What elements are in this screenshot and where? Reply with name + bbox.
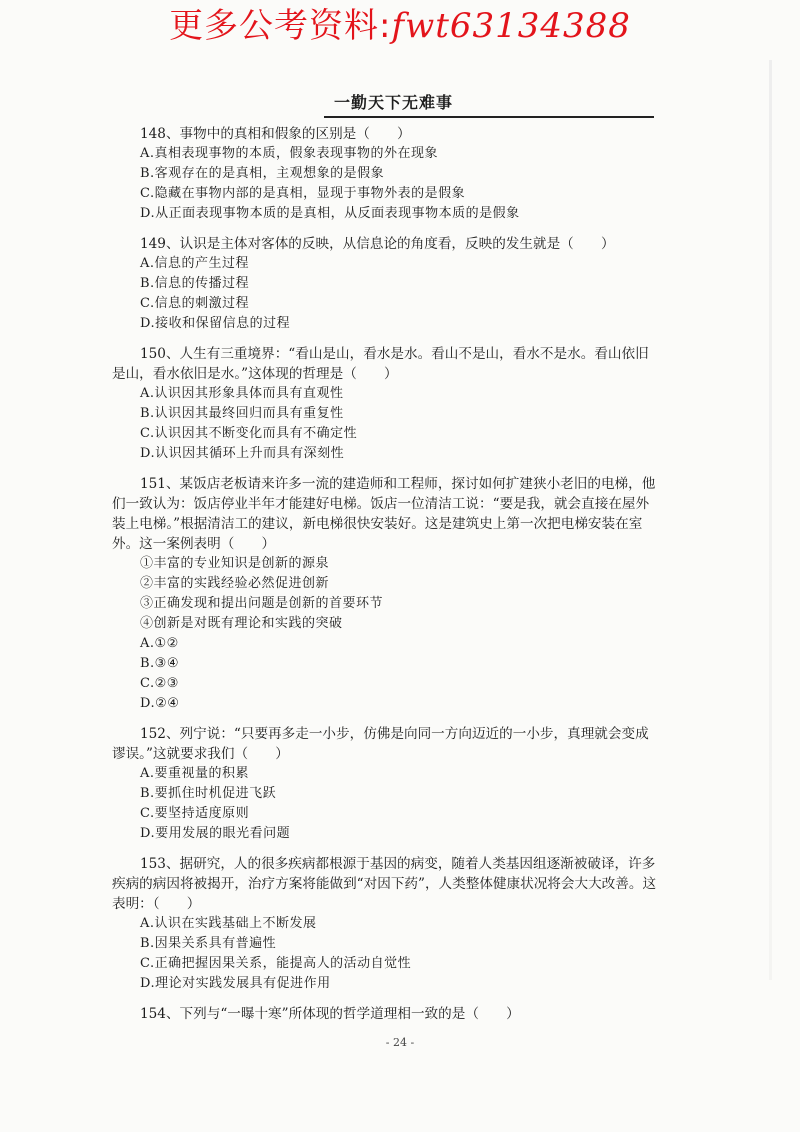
answer-option: A.认识因其形象具体而具有直观性 [140,386,344,401]
answer-option: ③正确发现和提出问题是创新的首要环节 [140,596,384,611]
question-block [112,854,660,994]
question-stem: 148、事物中的真相和假象的区别是（ ） [140,126,411,142]
question-list [112,124,660,1034]
answer-option: A.认识在实践基础上不断发展 [140,916,317,931]
answer-option: B.③④ [140,656,179,671]
question-stem: 151、某饭店老板请来许多一流的建造师和工程师，探讨如何扩建狭小老旧的电梯，他们一致认为：饭店停业半年才能建好电梯。饭店一位清洁工说：“要是我，就会直接在屋外装上电梯。”根据清洁工的建议，新电梯很快安装好。这是建筑史上第一次把电梯安装在室外。这一案例表明（ ） [112,476,656,552]
question-stem: 152、列宁说：“只要再多走一小步，仿佛是向同一方向迈近的一小步，真理就会变成谬误。”这就要求我们（ ） [112,726,649,762]
answer-option: C.②③ [140,676,179,691]
question-stem: 154、下列与“一曝十寒”所体现的哲学道理相一致的是（ ） [140,1006,520,1022]
watermark-banner [0,4,800,48]
answer-option: A.要重视量的积累 [140,766,250,781]
question-stem: 150、人生有三重境界：“看山是山，看水是水。看山不是山，看水不是水。看山依旧是山，看水依旧是水。”这体现的哲理是（ ） [112,346,649,382]
answer-option: B.信息的传播过程 [140,276,250,291]
answer-option: D.接收和保留信息的过程 [140,316,291,331]
answer-option: C.认识因其不断变化而具有不确定性 [140,426,358,441]
answer-option: B.客观存在的是真相，主观想象的是假象 [140,166,385,181]
answer-option: B.认识因其最终回归而具有重复性 [140,406,344,421]
running-head: 一勤天下无难事 [334,93,454,112]
answer-option: ②丰富的实践经验必然促进创新 [140,576,330,591]
answer-option: ④创新是对既有理论和实践的突破 [140,616,343,631]
scan-edge-shadow [769,60,772,980]
question-stem: 149、认识是主体对客体的反映，从信息论的角度看，反映的发生就是（ ） [140,236,615,252]
answer-option: ①丰富的专业知识是创新的源泉 [140,556,330,571]
answer-option: D.要用发展的眼光看问题 [140,826,291,841]
header-rule [324,116,654,118]
question-block [112,474,660,714]
answer-option: C.信息的刺激过程 [140,296,250,311]
question-block [112,124,660,224]
answer-option: B.要抓住时机促进飞跃 [140,786,277,801]
question-block [112,344,660,464]
answer-option: C.隐藏在事物内部的是真相，显现于事物外表的是假象 [140,186,466,201]
watermark-prefix: 更多公考资料: [169,6,392,46]
answer-option: A.真相表现事物的本质，假象表现事物的外在现象 [140,146,439,161]
watermark-url: fwt63134388 [391,6,631,46]
question-block [112,724,660,844]
answer-option: D.认识因其循环上升而具有深刻性 [140,446,345,461]
question-block [112,1004,660,1024]
answer-option: B.因果关系具有普遍性 [140,936,277,951]
question-stem: 153、据研究，人的很多疾病都根源于基因的病变，随着人类基因组逐渐被破译，许多疾病的病因将被揭开，治疗方案将能做到“对因下药”，人类整体健康状况将会大大改善。这表明：（ ） [112,856,657,912]
answer-option: A.信息的产生过程 [140,256,250,271]
answer-option: C.正确把握因果关系，能提高人的活动自觉性 [140,956,412,971]
answer-option: D.从正面表现事物本质的是真相，从反面表现事物本质的是假象 [140,206,520,221]
question-block [112,234,660,334]
page-number: - 24 - [385,1036,415,1049]
answer-option: A.①② [140,636,179,651]
answer-option: C.要坚持适度原则 [140,806,250,821]
answer-option: D.②④ [140,696,180,711]
answer-option: D.理论对实践发展具有促进作用 [140,976,331,991]
